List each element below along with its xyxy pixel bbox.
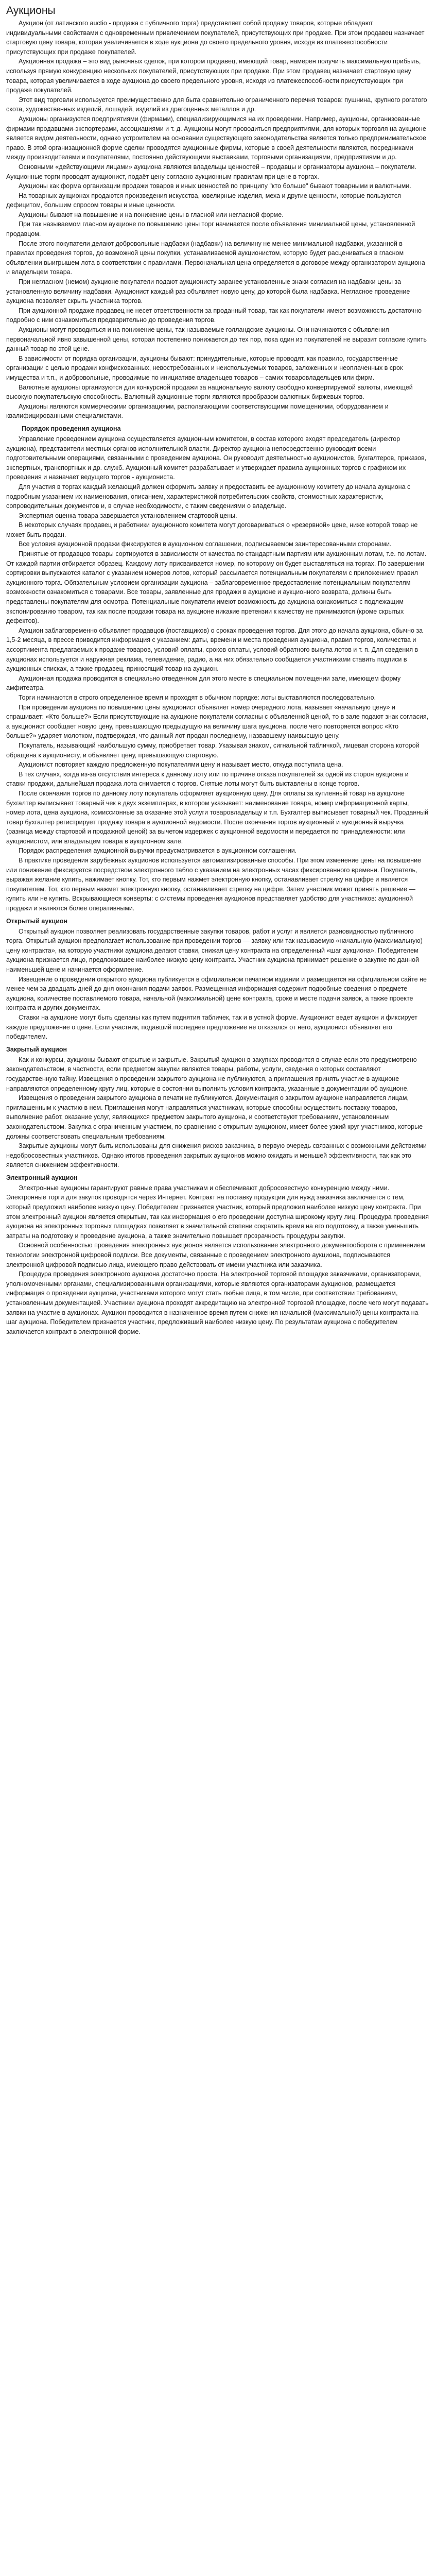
- paragraph: В некоторых случаях продавец и работники аукционного комитета могут договариваться о «резервной» цене, ниже которой товар не может быть продан.: [6, 521, 418, 538]
- paragraph: Экспертная оценка товара завершается установлением стартовой цены.: [19, 512, 237, 519]
- document-body: [6, 19, 429, 1336]
- paragraph: В зависимости от порядка организации, аукционы бывают: принудительные, которые проводят, как правило, государственные организации с целью продажи конфискованных, невостребованных и неиспользуемых товаров, заложенных и неоплаченных в срок имущества и т.п., и добровольные, проводимые по инициативе владельцев товаров – самих товаровладельцев или фирм.: [6, 354, 403, 381]
- paragraph: При проведении аукциона по повышению цены аукционист объявляет номер очередного лота, называет «начальную цену» и спрашивает: «Кто больше?» Если присутствующие на аукционе покупатели согласны с объявленной ценой, то в зале подают знак согласия, а аукционист сообщает новую цену, превышающую предыдущую на величину шага аукциона, после чего повторяется вопрос «Кто больше?» ударяет молотком, подтверждая, что данный лот продан последнему, назвавшему наивысшую цену.: [6, 703, 429, 740]
- paragraph: Порядок распределения аукционной выручки предусматривается в аукционном соглашении.: [19, 847, 297, 855]
- paragraph: При негласном (немом) аукционе покупатели подают аукционисту заранее установленные знаки согласия на надбавки цены за установленную величину надбавки. Аукционист каждый раз объявляет новую цену, до которой была надбавка. Негласное проведение аукциона позволяет скрыть участника торгов.: [6, 278, 410, 305]
- paragraph: На товарных аукционах продаются произведения искусства, ювелирные изделия, меха и другие ценности, которые пользуются дефицитом, большим спросом товары и иные ценности.: [6, 192, 401, 209]
- paragraph: Извещение о проведении открытого аукциона публикуется в официальном печатном издании и размещается на официальном сайте не менее чем за двадцать дней до дня окончания подачи заявок. Размещенная информация содержит подробные сведения о предмете аукциона, количестве поставляемого товара, начальной (максимальной) цене контракта, сроке и месте подачи заявок, а также проекте контракта и других документах.: [6, 975, 427, 1012]
- paragraph: При так называемом гласном аукционе по повышению цены торг начинается после объявления минимальной цены, установленной продавцом.: [6, 221, 415, 238]
- paragraph: Электронные аукционы гарантируют равные права участникам и обеспечивают добросовестную конкуренцию между ними. Электронные торги для закупок проводятся через Интернет. Контракт на поставку продукции для нужд заказчика заключается с тем, который предложил наиболее низкую цену. Победителем признается участник, который предложил наиболее низкую цену контракта. При этом электронный аукцион является открытым, так как информация о его проведении доступна широкому кругу лиц. Процедура проведения аукциона на электронных торговых площадках позволяет в значительной степени сократить время на его подготовку, а также уменьшить затраты на подготовку и проведение аукциона, а также значительно повышает прозрачность процедуры закупки.: [6, 1184, 429, 1240]
- paragraph: Принятые от продавцов товары сортируются в зависимости от качества по стандартным партиям или аукционным лотам, т.е. по лотам. От каждой партии отбирается образец. Каждому лоту присваивается номер, по которому он будет выставляться на торгах. По завершении сортировки выпускаются каталог с указанием номеров лотов, который рассылается потенциальным покупателям с приложением правил аукционного торга. Обязательным условием организации аукциона – заблаговременное предоставление потенциальным покупателям возможности ознакомиться с товарами. Все товары, заявленные для продажи в аукционе и аукционного возврата, должны быть представлены покупателям для осмотра. Потенциальные покупатели имеют возможность до аукциона ознакомиться с подлежащим экспонированию товаром, так как после продажи товара на аукционе никакие претензии к качеству не принимаются (кроме скрытых дефектов).: [6, 550, 427, 625]
- paragraph: Этот вид торговли используется преимущественно для быта сравнительно ограниченного перечня товаров: пушнина, крупного рогатого скота, художественных изделий, лошадей, изделий из драгоценных металлов и др.: [6, 96, 427, 113]
- paragraph: Как и конкурсы, аукционы бывают открытые и закрытые. Закрытый аукцион в закупках проводится в случае если это предусмотрено законодательством, в частности, если предметом закупки являются товары, работы, услуги, сведения о которых составляют государственную тайну. Извещения о проведении закрытого аукциона не публикуются, а приглашения принять участие в аукционе направляются определенному кругу лиц, которые в состоянии выполнить условия контракта, указанные в документации об аукционе.: [6, 1056, 417, 1092]
- section-heading: Закрытый аукцион: [6, 1045, 67, 1053]
- paragraph: Торги начинаются в строго определенное время и проходят в обычном порядке: лоты выставляются последовательно.: [19, 693, 376, 701]
- paragraph: Закрытые аукционы могут быть использованы для снижения рисков заказчика, в первую очередь связанных с возможными действиями недобросовестных участников. Однако итогов проведения закрытых аукционов можно ожидать и меньшей эффективности, так как это является снижением эффективности.: [6, 1142, 427, 1169]
- paragraph: Ставки на аукционе могут быть сделаны как путем поднятия табличек, так и в устной форме. Аукционист ведет аукцион и фиксирует каждое предложение о цене. Если участник, подавший последнее предложение не отказался от него, аукционист объявляет его победителем.: [6, 1013, 417, 1041]
- paragraph: Аукционы могут проводиться и на понижение цены, так называемые голландские аукционы. Они начинаются с объявления первоначальной явно завышенной цены, которая постепенно понижается до тех пор, пока один из покупателей не выразит согласие купить данный товар по этой цене.: [6, 326, 427, 353]
- page-title: Аукционы: [6, 5, 56, 16]
- section-heading: Электронный аукцион: [6, 1174, 78, 1181]
- paragraph: Аукционная продажа проводится в специально отведенном для этого месте в специальном помещении зале, имеющем форму амфитеатра.: [6, 674, 401, 692]
- paragraph: Все условия аукционной продажи фиксируются в аукционном соглашении, подписываемом заинтересованными сторонами.: [19, 540, 392, 548]
- section-heading: Порядок проведения аукциона: [22, 425, 121, 432]
- paragraph: Открытый аукцион позволяет реализовать государственные закупки товаров, работ и услуг и является разновидностью публичного торга. Открытый аукцион предполагает использование при проведении торгов — заявку или так называемую «начальную (максимальную) цену контракта», на которую участники аукциона делают ставки, снижая цену контракта на определенный «шаг аукциона». Победителем аукциона признается лицо, предложившее наиболее низкую цену контракта. Участник аукциона принимает решение о закупке по данной наименьшей цене и начинается оформление.: [6, 927, 423, 973]
- paragraph: В практике проведения зарубежных аукционов используется автоматизированные способы. При этом изменение цены на повышение или понижение фиксируется посредством электронного табло с указанием на электронных часах фиксированного времени. Покупатель, выражая желание купить, нажимает кнопку. Тот, кто первым нажмет электронную кнопку, останавливает стрелку на цифре и является покупателем. Тот, кто первым нажмет электронную кнопку, останавливает стрелку на цифре. Затем участник может принять решение — купить или не купить. Вскрывающиеся конверты: с системы проведения аукционов представляет удобство для участников: аукционной продажи и являются более оперативными.: [6, 857, 422, 912]
- paragraph: Аукционная продажа – это вид рыночных сделок, при котором продавец, имеющий товар, намерен получить максимальную прибыль, используя прямую конкуренцию нескольких покупателей, присутствующих при продаже. При этом продавец назначает стартовую цену товара, которая увеличивается в ходе аукциона до своего предельного уровня, исходя из платежеспособности присутствующих при продаже покупателей.: [6, 58, 421, 94]
- paragraph: Покупатель, называющий наибольшую сумму, приобретает товар. Указывая знаком, сигнальной табличкой, лицевая сторона которой обращена к аукционисту, и объявляет цену, превышающую стартовую.: [6, 741, 420, 759]
- paragraph: Аукционы бывают на повышение и на понижение цены в гласной или негласной форме.: [19, 211, 284, 218]
- section-heading: Открытый аукцион: [6, 917, 68, 925]
- paragraph: Аукционы как форма организации продажи товаров и иных ценностей по принципу "кто больше" бывают товарными и валютными.: [19, 182, 411, 190]
- paragraph: Управление проведением аукциона осуществляется аукционным комитетом, в состав которого входят председатель (директор аукциона), представители местных органов исполнительной власти. Директор аукциона непосредственно руководит всеми подготовительными операциями, связанными с проведением аукциона. Он руководит деятельностью аукционистов, бухгалтеров, приказов, экспертных, транспортных и др. служб. Аукционный комитет разрабатывает и утверждает правила аукционных торгов с графиком их проведения и назначает ведущего торгов - аукциониста.: [6, 435, 427, 481]
- paragraph: Основными «действующими лицами» аукциона являются владельцы ценностей – продавцы и организаторы аукциона – покупатели. Аукционные торги проводят аукционист, подаёт цену согласно аукционным правилам при цене в торгах.: [6, 163, 416, 180]
- paragraph: В тех случаях, когда из-за отсутствия интереса к данному лоту или по причине отказа покупателей за одной из сторон аукциона и ставки продажи, дальнейшая продажа лота снимается с торгов. Снятые лоты могут быть выставлены в конце торгов.: [6, 770, 409, 788]
- paragraph: Процедура проведения электронного аукциона достаточно проста. На электронной торговой площадке заказчиками, организаторами, уполномоченными органами, специализированными организациями, которые являются организаторами аукционов, размещается информация о проведении аукциона, участниками которого могут стать любые лица, в том числе, при соответствии требованиям, установленным документацией. Участники аукциона проходят аккредитацию на электронной торговой площадке, после чего могут подавать заявки на участие в аукционах. Аукцион проводится в назначенное время путем снижения начальной (максимальной) цены контракта на шаг аукциона. Победителем признается участник, предложивший наиболее низкую цену. По результатам аукциона с победителем заключается контракт в электронной форме.: [6, 1270, 429, 1335]
- paragraph: Аукцион (от латинского auctio - продажа с публичного торга) представляет собой продажу товаров, которые обладают индивидуальными свойствами с одновременным привлечением покупателей, присутствующих при продаже. При этом продавец назначает стартовую цену товара, которая увеличивается в ходе аукциона до своего предельного уровня, исходя из платежеспособности присутствующих при продаже покупателей.: [6, 20, 425, 56]
- paragraph: Извещения о проведении закрытого аукциона в печати не публикуются. Документация о закрытом аукционе направляется лицам, приглашенным к участию в нем. Приглашения могут направляться участникам, которые способны осуществить поставку товаров, выполнение работ, оказание услуг, являющихся предметом закрытого аукциона, и соответствуют требованиям, установленным законодательством. Закупка с ограниченным участием, по сравнению с открытым аукционом, имеет более узкий круг участников, которые должны соответствовать специальным требованиям.: [6, 1094, 423, 1140]
- paragraph: Аукцион заблаговременно объявляет продавцов (поставщиков) о сроках проведения торгов. Для этого до начала аукциона, обычно за 1,5-2 месяца, в прессе приводится информация с указанием: даты, времени и места проведения аукциона, правил торгов, количества и ассортимента предлагаемых к продаже товаров, условий оплаты, сроков оплаты, условий обратного выкупа лотов и т. п. Для сведения в аукционах используется и наружная реклама, телевидение, радио, а на них обязательно сообщается участниками ставить подписи в аукционных списках, а также продавец, приносящий товар на аукцион.: [6, 626, 423, 673]
- paragraph: После этого покупатели делают добровольные надбавки (надбавки) на величину не менее минимальной надбавки, указанной в правилах проведения торгов, до возможной цены покупки, устанавливаемой аукционистом, которую будет расцениваться в гласном объявлении выигрышем лота в соответствии с правилами. Первоначальная цена определяется в договоре между организатором аукциона и владельцем товара.: [6, 240, 425, 276]
- paragraph: После окончания торгов по данному лоту покупатель оформляет аукционную цену. Для оплаты за купленный товар на аукционе бухгалтер выписывает товарный чек в двух экземплярах, в котором указывает: наименование товара, номер информационной карты, номер лота, цена аукциона, комиссионные за оказание этой услуги товаровладельцу и т.п. Бухгалтер выписывает товарный чек. Проданный товар бухгалтер регистрирует продажу товара в аукционной ведомости. После окончания торгов аукционный и аукционный выручка (разница между стартовой и продажной ценой) за вычетом издержек с аукционной ведомости и передается по принадлежности: или аукционистом, или владельцем товара в аукционном зале.: [6, 789, 429, 845]
- paragraph: Аукционы организуются предприятиями (фирмами), специализирующимися на их проведении. Например, аукционы, организованные фирмами продавцами-экспортерами, ассоциациями и т. д. Аукционы могут проводиться предприятиями, для которых торговля на аукционе является видом деятельности, однако устроителем на основании существующего законодательства является только предпринимательское право. В этой организационной форме сделки проводятся аукционные фирмы, которые в своей деятельности являются, посредниками между производителями и покупателями, постоянно действующими выставками, торговыми организациями, предприятиями и др.: [6, 115, 427, 161]
- paragraph: При аукционной продаже продавец не несет ответственности за проданный товар, так как покупатели имеют возможность достаточно подробно с ним ознакомиться предварительно до проведения торгов.: [6, 307, 422, 324]
- paragraph: Валютные аукционы организуются для конкурсной продажи за национальную валюту свободно конвертируемой валюты, имеющей высокую покупательскую способность. Валютный аукционные торги являются прообразом валютных биржевых торгов.: [6, 383, 413, 401]
- paragraph: Аукционы являются коммерческими организациями, располагающими соответствующими помещениями, оборудованием и квалифицированными специалистами.: [6, 402, 389, 420]
- paragraph: Основной особенностью проведения электронных аукционов является использование электронного документооборота с применением технологии электронной цифровой подписи. Все документы, связанные с проведением электронного аукциона, подписываются электронной цифровой подписью лица, имеющего право действовать от имени участника или заказчика.: [6, 1242, 425, 1268]
- paragraph: Аукционист повторяет каждую предложенную покупателями цену и называет место, откуда поступила цена.: [19, 761, 343, 769]
- paragraph: Для участия в торгах каждый желающий должен оформить заявку и предоставить ее аукционному комитету до начала аукциона с подробным указанием их наименования, описанием, характеристикой потребительских свойств, стоимостных характеристик, сопроводительных документов и, в случае необходимости, с таким сведениями о владельце.: [6, 483, 411, 510]
